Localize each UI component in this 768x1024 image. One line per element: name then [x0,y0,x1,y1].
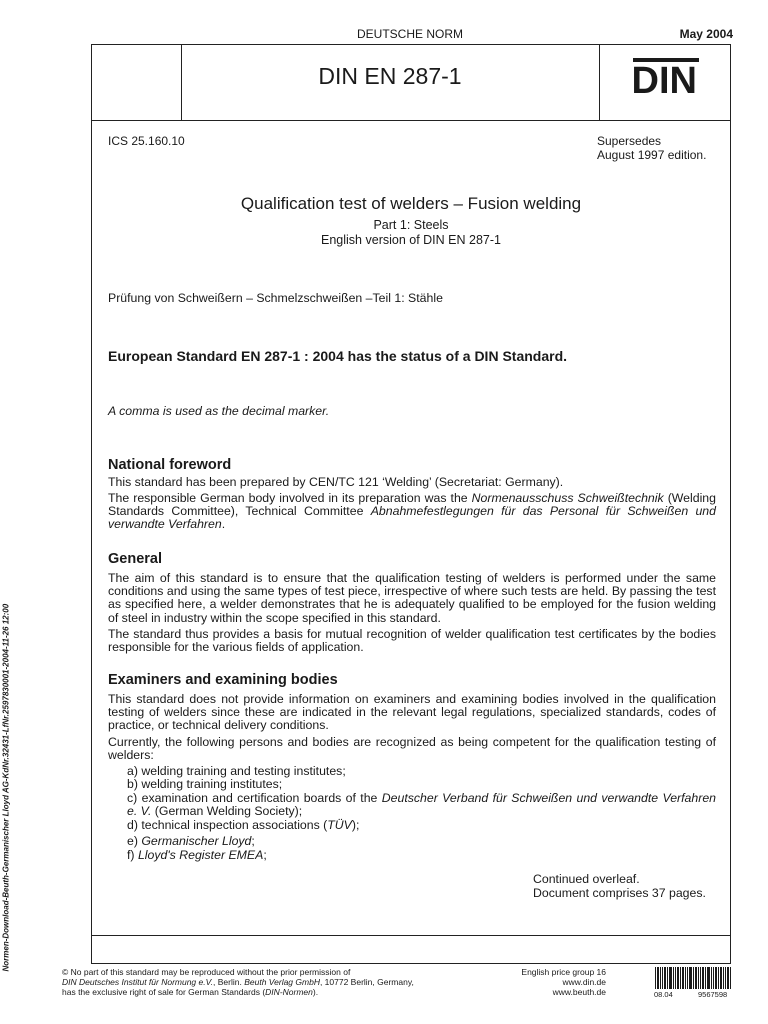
barcode-right-number: 9567598 [698,990,728,999]
copyright-notice [62,967,482,997]
text-run-italic: Abnahmefestlegungen für das Personal für Schweißen und verwandte Verfahren [108,504,716,532]
price-group: English price group 16 [521,967,606,977]
text-run-italic: TÜV [327,818,352,832]
text-run: ; [263,848,267,862]
text-run: has the exclusive right of sale for German Standards ( [62,987,266,997]
list-item-d [127,819,716,832]
list-item-c [127,792,716,818]
publication-date: May 2004 [679,27,733,41]
text-run: f) [127,848,138,862]
ics-code: ICS 25.160.10 [108,134,185,148]
text-run: d) technical inspection associations ( [127,818,328,832]
header-divider-right [599,44,600,120]
header-divider [91,120,731,121]
status-statement: European Standard EN 287-1 : 2004 has the status of a DIN Standard. [108,348,568,364]
text-run: , 10772 Berlin, Germany, [319,977,414,987]
national-foreword-heading: National foreword [108,457,232,473]
text-run-italic: DIN-Normen [265,987,313,997]
text-run: . [221,517,226,532]
list-item-b: b) welding training institutes; [127,777,283,791]
document-type-label: DEUTSCHE NORM [356,27,463,41]
decimal-note: A comma is used as the decimal marker. [108,404,330,418]
general-heading: General [108,551,162,567]
text-run: (German Welding Society); [151,804,303,819]
text-run: , Berlin. [213,977,245,987]
general-p2: The standard thus provides a basis for mutual recognition of welder qualification test certificates by the bodies responsible for the various fields of application. [108,627,716,655]
text-run-italic: Deutscher Verband für Schweißen und verwandte Verfahren e. V. [127,791,717,819]
text-run: ). [312,987,319,997]
examiners-p1: This standard does not provide information on examiners and examining bodies involved in the qualification testing of welders since these are indicated in the relevant legal regulations, specialized standards, codes of practice, or technical delivery conditions. [108,692,716,733]
national-foreword-p1: This standard has been prepared by CEN/TC 121 ‘Welding’ (Secretariat: Germany). [108,475,564,489]
continued-note [533,872,706,900]
supersedes-line2: August 1997 edition. [597,148,707,162]
text-run: ); [351,818,360,832]
national-foreword-p2 [108,492,716,532]
list-item-a: a) welding training and testing institutes; [127,764,346,778]
download-watermark-text: Normen-Download-Beuth-Germanischer Lloyd AG-KdNr.32431-LfNr.2597830001-2004-11-26 12:00 [1,603,11,972]
continued-line1: Continued overleaf. [533,872,640,886]
copyright-line3 [62,987,482,997]
footer-divider [91,935,731,936]
text-run-italic: Germanischer Lloyd [141,834,252,848]
document-title: Qualification test of welders – Fusion welding [240,194,582,213]
beuth-url-link[interactable]: www.beuth.de [552,987,606,997]
din-logo-text: DIN [631,60,697,96]
text-run-italic: Beuth Verlag GmbH [244,977,320,987]
text-run-italic: DIN Deutsches Institut für Normung e.V. [62,977,214,987]
list-item-e [127,835,716,848]
text-run-italic: Lloyd's Register EMEA [137,848,264,862]
general-p1: The aim of this standard is to ensure that the qualification testing of welders is performed under the same conditions and using the same types of test piece, irrespective of where such tests are held. By passing the test as specified here, a welder demonstrates that he is adequately qualified to be employed for the fusion welding of steel in industry within the scope specified in this standard. [108,571,716,625]
examiners-heading: Examiners and examining bodies [108,672,338,688]
text-run: c) examination and certification boards of the [127,791,382,805]
text-run: The responsible German body involved in its preparation was the [108,491,472,505]
examiners-p2: Currently, the following persons and bodies are recognized as being competent for the qualification testing of welders: [108,735,716,763]
text-run: ; [251,834,255,848]
copyright-line1: © No part of this standard may be reproduced without the prior permission of [62,967,351,977]
barcode [654,967,732,989]
barcode-left-number: 08.04 [654,990,673,999]
german-title: Prüfung von Schweißern – Schmelzschweißen –Teil 1: Stähle [108,291,443,305]
standard-number: DIN EN 287-1 [318,63,462,89]
supersedes-note [597,134,706,162]
barcode-svg [654,967,732,989]
list-item-f [127,849,716,862]
supersedes-line1: Supersedes [597,134,662,148]
text-run-italic: Normenausschuss Schweißtechnik [471,491,664,505]
din-url-link[interactable]: www.din.de [562,977,606,987]
text-run: (Welding Standards Committee), Technical Committee [108,491,716,519]
price-and-links [486,967,606,997]
part-title: Part 1: Steels [373,218,449,232]
din-logo [605,58,700,96]
text-run: e) [127,834,142,848]
continued-line2: Document comprises 37 pages. [533,886,706,900]
version-line: English version of DIN EN 287-1 [321,233,501,247]
copyright-line2 [62,977,482,987]
